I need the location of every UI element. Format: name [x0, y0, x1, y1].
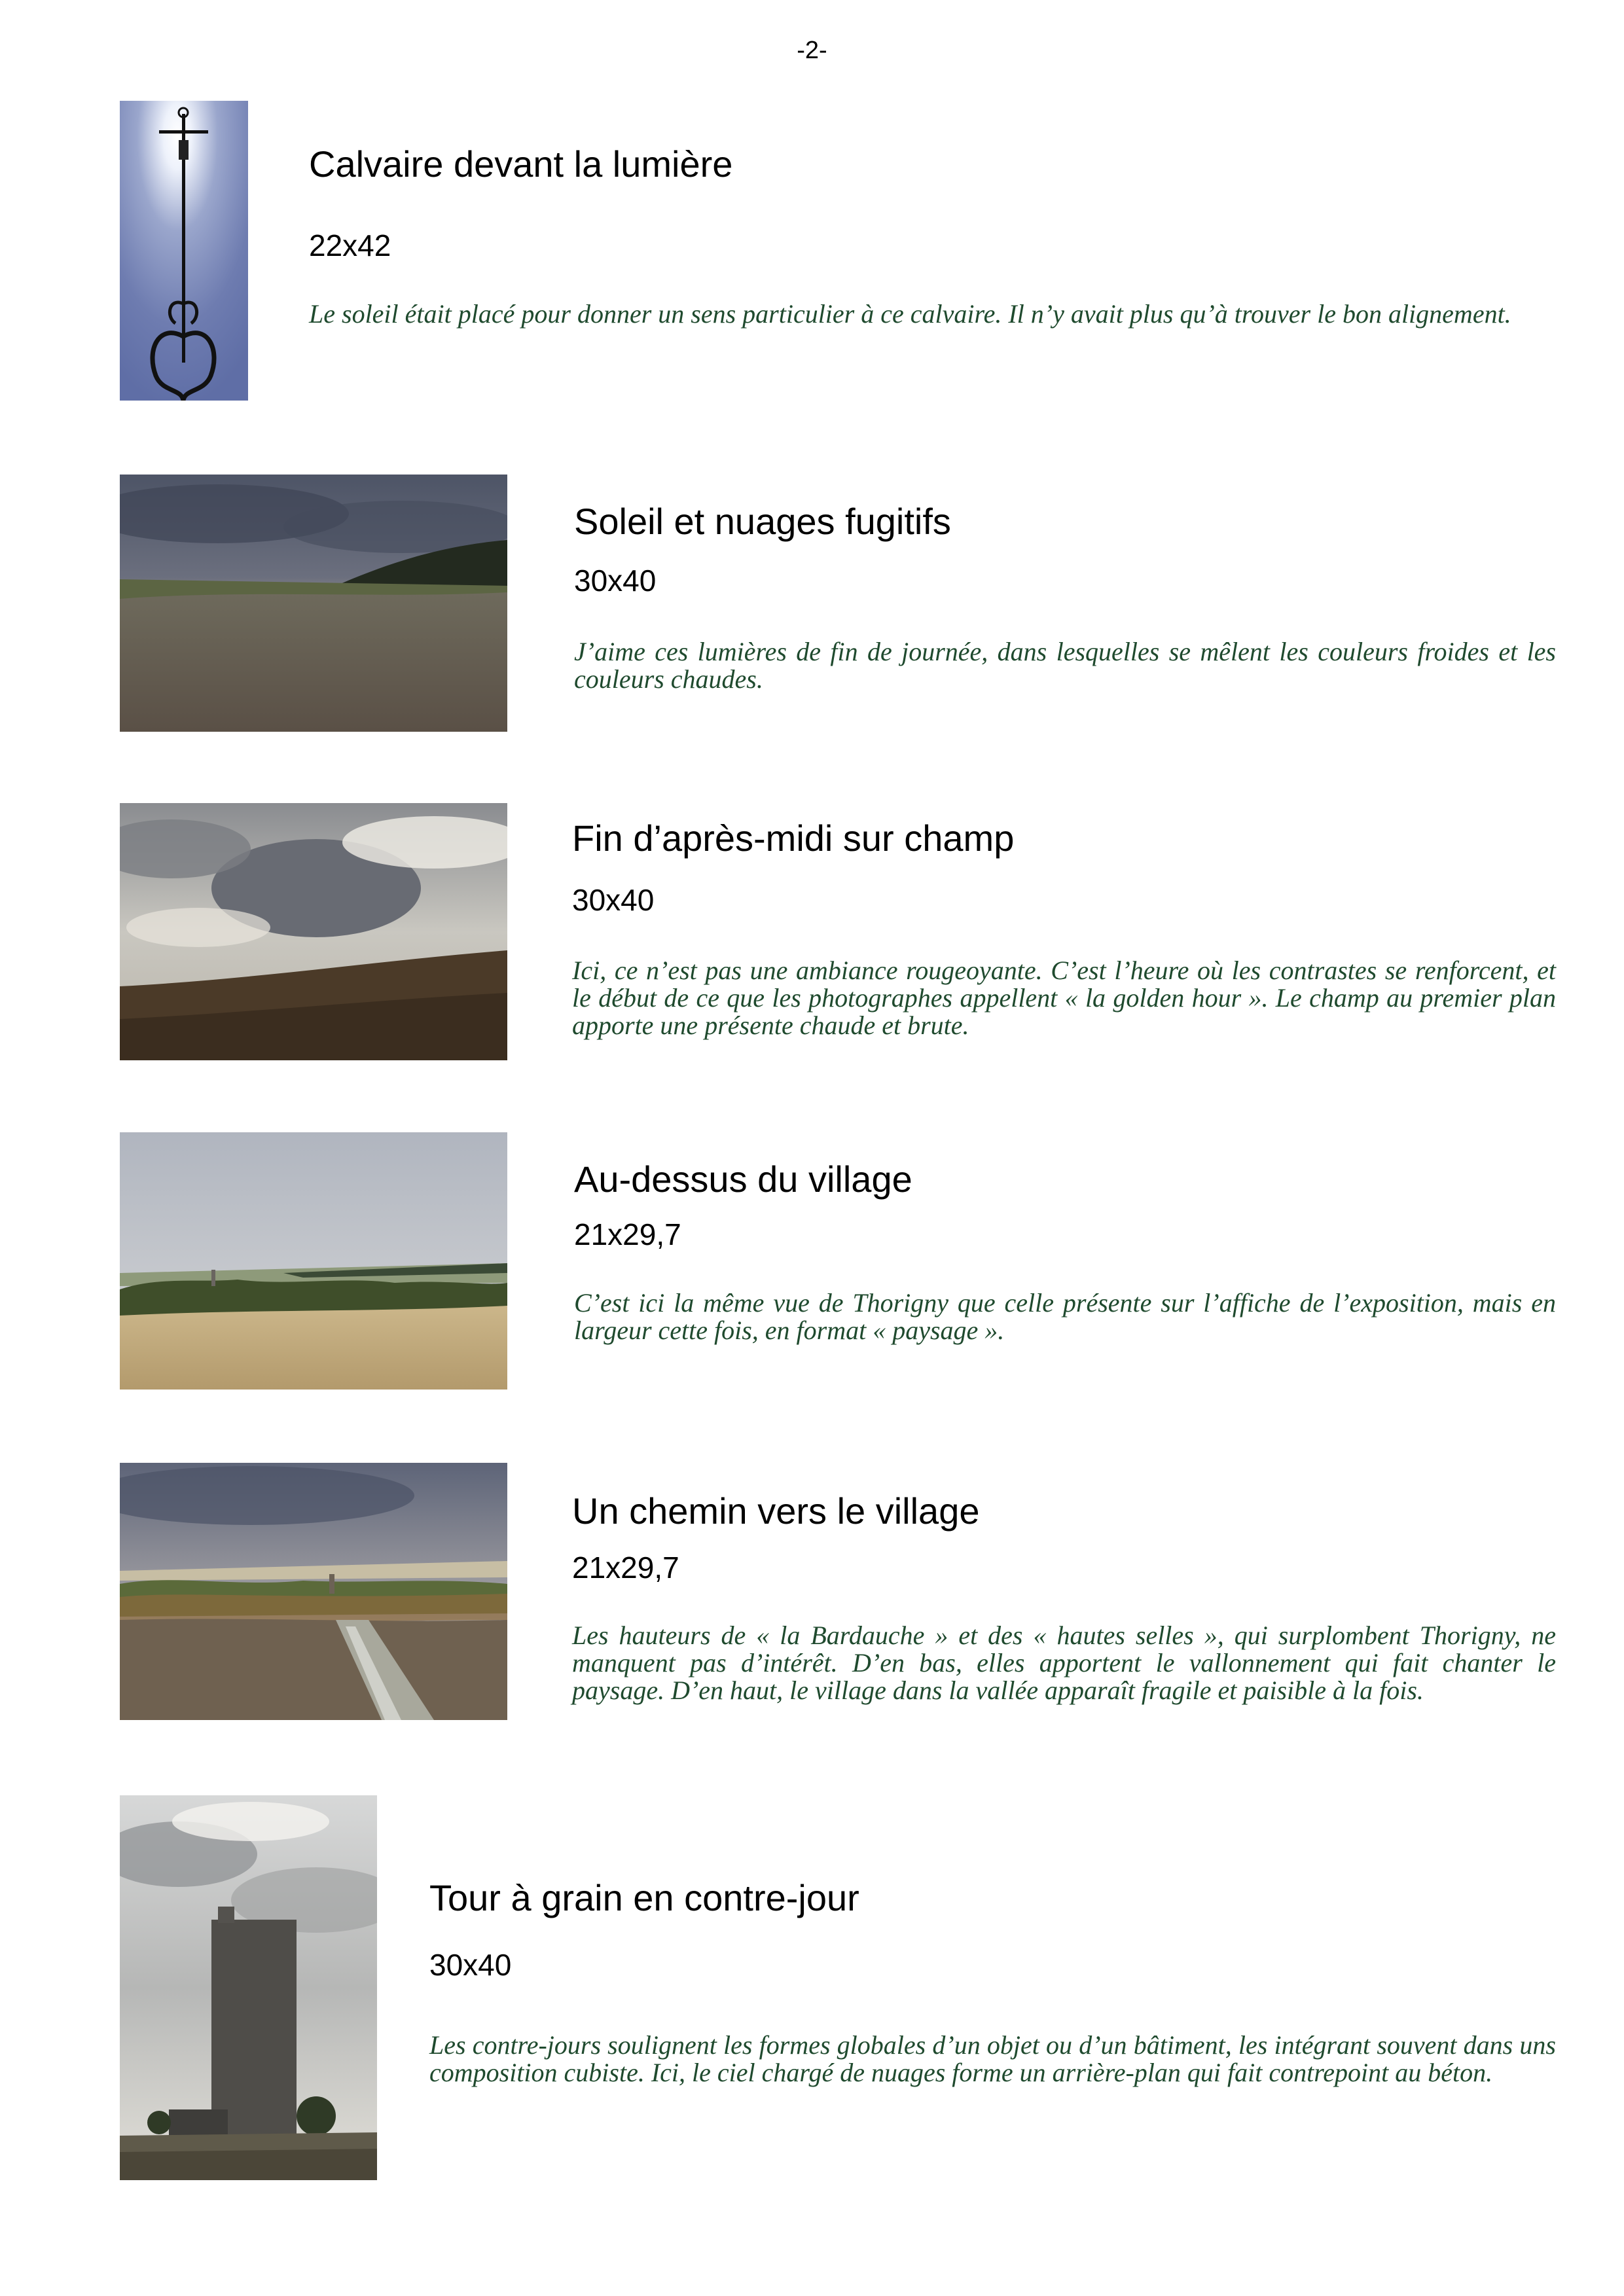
entry-title: Au-dessus du village — [574, 1158, 912, 1200]
photo-chemin-village — [120, 1463, 507, 1720]
entry-description: C’est ici la même vue de Thorigny que celle présente sur l’affiche de l’exposition, mais en largeur cette fois, en format « paysage ». — [574, 1288, 1556, 1345]
entry-description: J’aime ces lumières de fin de journée, dans lesquelles se mêlent les couleurs froides et les couleurs chaudes. — [574, 637, 1556, 694]
photo-fin-apres-midi — [120, 803, 507, 1060]
entry-description: Les contre-jours soulignent les formes globales d’un objet ou d’un bâtiment, les intégrant souvent dans uns composition cubiste. Ici, le ciel chargé de nuages forme un arrière-plan qui fait contrepoint au béton. — [429, 2030, 1556, 2087]
photo-au-dessus-village — [120, 1132, 507, 1390]
entry-size: 22x42 — [309, 228, 391, 262]
entry-description: Le soleil était placé pour donner un sens particulier à ce calvaire. Il n’y avait plus qu’à trouver le bon alignement. — [309, 299, 1511, 329]
entry-au-dessus-village — [120, 1132, 1560, 1391]
entry-fin-apres-midi — [120, 803, 1560, 1062]
entry-soleil-nuages — [120, 475, 1560, 733]
entry-size: 21x29,7 — [572, 1551, 679, 1585]
entry-chemin-village — [120, 1463, 1560, 1721]
photo-soleil-nuages — [120, 475, 507, 732]
photo-tour-a-grain — [120, 1795, 377, 2180]
entry-size: 30x40 — [572, 883, 655, 917]
entry-title: Calvaire devant la lumière — [309, 143, 733, 185]
entry-title: Un chemin vers le village — [572, 1490, 980, 1532]
photo-calvaire — [120, 101, 248, 401]
entry-title: Tour à grain en contre-jour — [429, 1877, 859, 1918]
page-number: -2- — [797, 37, 827, 64]
entry-description: Ici, ce n’est pas une ambiance rougeoyante. C’est l’heure où les contrastes se renforcent, et le début de ce que les photographes appellent « la golden hour ». Le champ au premier plan apporte une présente chaude et brute. — [572, 956, 1556, 1040]
entry-title: Soleil et nuages fugitifs — [574, 501, 951, 542]
entry-description: Les hauteurs de « la Bardauche » et des « hautes selles », qui surplombent Thorigny, ne manquent pas d’intérêt. D’en bas, elles apportent le vallonnement qui fait chanter le paysage. D’en haut, le village dans la vallée apparaît fragile et paisible à la fois. — [572, 1621, 1556, 1705]
entry-tour-a-grain — [120, 1795, 1560, 2181]
entry-size: 30x40 — [429, 1948, 512, 1982]
entry-size: 30x40 — [574, 564, 657, 598]
entry-calvaire — [120, 101, 1560, 402]
entry-title: Fin d’après-midi sur champ — [572, 817, 1015, 859]
entry-size: 21x29,7 — [574, 1217, 681, 1251]
